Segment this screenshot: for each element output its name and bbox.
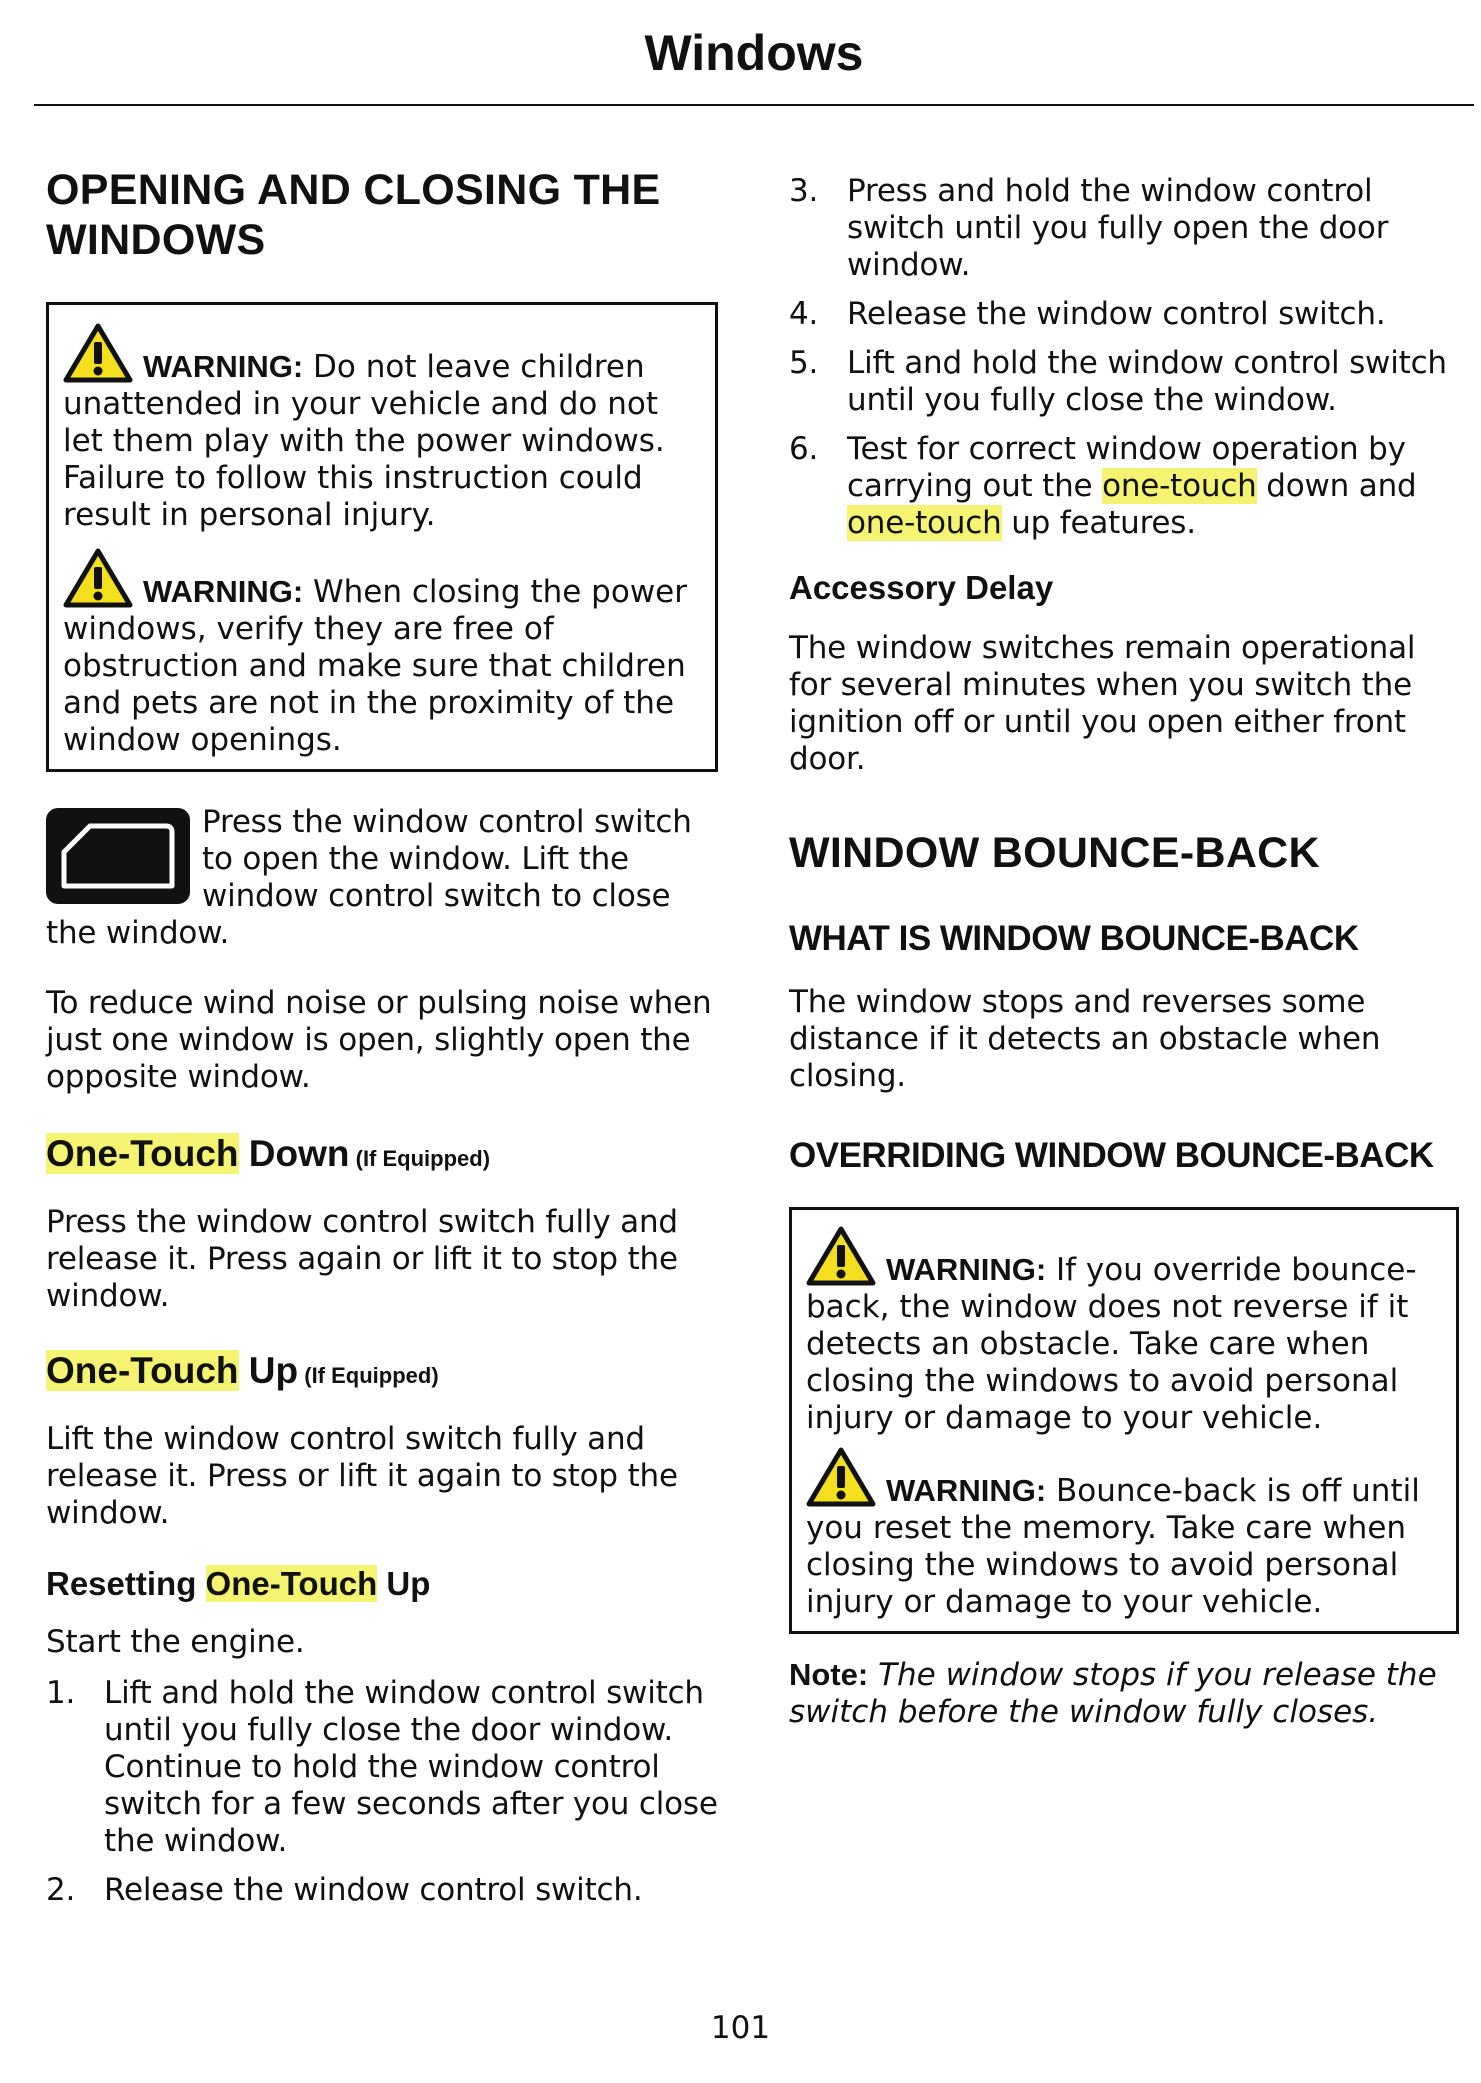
list-item: 2. Release the window control switch.: [46, 1872, 643, 1908]
switch-paragraph: Press the window control switch to open the window. Lift the window control switch to close the window.: [46, 804, 692, 951]
page-header: [34, 0, 1474, 106]
resetting-steps-list: [46, 1675, 718, 1909]
switch-block: [46, 804, 718, 952]
highlight: One-Touch: [46, 1350, 239, 1391]
list-item: 1. Lift and hold the window control switch until you fully close the door window. Continue to hold the window control switch for a few seconds after you close the window.: [46, 1675, 718, 1859]
warning-box-children: [46, 302, 718, 772]
section-title-window-bounce-back: WINDOW BOUNCE-BACK: [789, 829, 1320, 877]
warning-override-bounce-back: [806, 1226, 1442, 1437]
warning-text: If you override bounce-back, the window does not reverse if it detects an obstacle. Take care when closing the windows to avoid personal injury or damage to your vehicle.: [806, 1252, 1417, 1436]
list-item: 3. Press and hold the window control switch until you fully open the door window.: [789, 173, 1389, 283]
one-touch-down-text: Press the window control switch fully and release it. Press again or lift it to stop the window.: [46, 1204, 678, 1314]
warning-text: Do not leave children unattended in your vehicle and do not let them play with the power windows. Failure to follow this instruction could result in personal injury.: [63, 349, 665, 533]
window-switch-icon: [46, 808, 190, 904]
subtitle-one-touch-down: One-Touch Down (If Equipped): [46, 1133, 491, 1174]
note-label: Note:: [789, 1657, 869, 1692]
one-touch-up-text: Lift the window control switch fully and release it. Press or lift it again to stop the window.: [46, 1421, 678, 1531]
highlight: one-touch: [847, 505, 1002, 541]
note-release-switch: [789, 1656, 1459, 1731]
list-item: 6. Test for correct window operation by carrying out the one-touch down and one-touch up features.: [789, 431, 1417, 541]
warning-triangle-icon: [63, 548, 133, 608]
resetting-steps-list-continued: [789, 173, 1459, 542]
highlight: one-touch: [1102, 468, 1257, 504]
warning-label: WARNING:: [886, 1473, 1047, 1508]
warning-triangle-icon: [63, 323, 133, 383]
section-title-opening-closing: OPENING AND CLOSING THE WINDOWS: [46, 166, 661, 264]
list-item: 4. Release the window control switch.: [789, 296, 1386, 332]
highlight: One-Touch: [46, 1133, 239, 1174]
subtitle-what-is-bounce-back: WHAT IS WINDOW BOUNCE-BACK: [789, 919, 1359, 958]
warning-bounce-back-off: [806, 1447, 1442, 1621]
warning-box-bounce-back: [789, 1207, 1459, 1634]
warning-triangle-icon: [806, 1226, 876, 1286]
note-text: The window stops if you release the switch before the window fully closes.: [789, 1657, 1437, 1730]
subtitle-overriding-bounce-back: OVERRIDING WINDOW BOUNCE-BACK: [789, 1136, 1434, 1175]
warning-text: Bounce-back is off until you reset the memory. Take care when closing the windows to avoid personal injury or damage to your vehicle.: [806, 1473, 1420, 1620]
subtitle-resetting-one-touch-up: Resetting One-Touch Up: [46, 1565, 431, 1602]
page-number: 101: [710, 2010, 771, 2046]
if-equipped-label: (If Equipped): [298, 1363, 439, 1388]
warning-triangle-icon: [806, 1447, 876, 1507]
warning-closing-obstruction: [63, 548, 701, 759]
right-column: [789, 173, 1459, 1731]
list-item: 5. Lift and hold the window control switch until you fully close the window.: [789, 345, 1447, 418]
wind-noise-paragraph: To reduce wind noise or pulsing noise when just one window is open, slightly open the opposite window.: [46, 985, 712, 1095]
warning-label: WARNING:: [886, 1252, 1047, 1287]
resetting-intro: Start the engine.: [46, 1624, 305, 1660]
what-is-bounce-back-text: The window stops and reverses some distance if it detects an obstacle when closing.: [789, 984, 1381, 1094]
subtitle-accessory-delay: Accessory Delay: [789, 569, 1054, 606]
left-column: [46, 165, 718, 1909]
warning-text: When closing the power windows, verify they are free of obstruction and make sure that children and pets are not in the proximity of the window openings.: [63, 574, 687, 758]
page-title: Windows: [644, 25, 864, 81]
warning-label: WARNING:: [143, 574, 304, 609]
highlight: One-Touch: [205, 1565, 378, 1602]
subtitle-one-touch-up: One-Touch Up (If Equipped): [46, 1350, 439, 1391]
warning-label: WARNING:: [143, 349, 304, 384]
warning-children-unattended: [63, 323, 701, 534]
if-equipped-label: (If Equipped): [349, 1146, 491, 1171]
accessory-delay-text: The window switches remain operational for several minutes when you switch the ignition off or until you open either front door.: [789, 630, 1416, 777]
